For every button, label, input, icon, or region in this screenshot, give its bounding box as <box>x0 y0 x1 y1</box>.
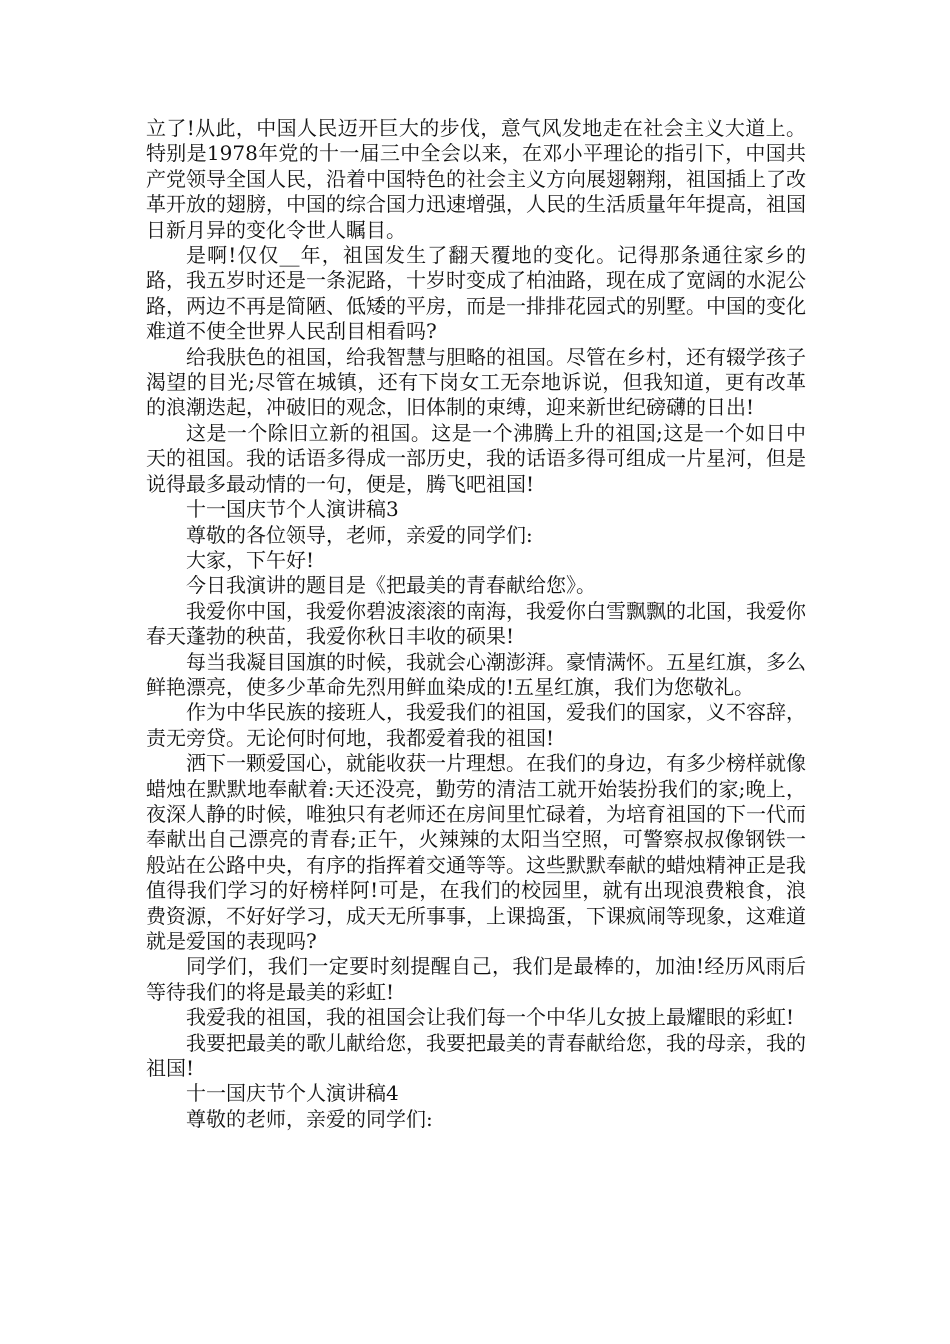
greeting: 尊敬的各位领导，老师，亲爱的同学们: <box>186 522 533 547</box>
paragraph: 给我肤色的祖国，给我智慧与胆略的祖国。尽管在乡村，还有辍学孩子渴望的目光;尽管在城镇，还有下岗女工无奈地诉说，但我知道，更有改革的浪潮迭起，冲破旧的观念，旧体制的束缚，迎来新世纪磅礴的日出! <box>146 344 806 420</box>
paragraph: 洒下一颗爱国心，就能收获一片理想。在我们的身边，有多少榜样就像蜡烛在默默地奉献着:天还没亮，勤劳的清洁工就开始装扮我们的家;晚上，夜深人静的时候，唯独只有老师还在房间里忙碌着，为培育祖国的下一代而奉献出自己漂亮的青春;正午，火辣辣的太阳当空照，可警察叔叔像钢铁一般站在公路中央，有序的指挥着交通等等。这些默默奉献的蜡烛精神正是我值得我们学习的好榜样阿!可是，在我们的校园里，就有出现浪费粮食，浪费资源，不好好学习，成天无所事事，上课捣蛋，下课疯闹等现象，这难道就是爱国的表现吗? <box>146 751 806 953</box>
salutation: 大家，下午好! <box>186 547 315 572</box>
speech-title-4: 十一国庆节个人演讲稿4 <box>186 1081 399 1106</box>
paragraph: 作为中华民族的接班人，我爱我们的祖国，爱我们的国家，义不容辞，责无旁贷。无论何时何地，我都爱着我的祖国! <box>146 700 806 750</box>
speech-title-3: 十一国庆节个人演讲稿3 <box>186 497 399 522</box>
greeting: 尊敬的老师，亲爱的同学们: <box>186 1106 433 1131</box>
paragraph: 是啊!仅仅__年，祖国发生了翻天覆地的变化。记得那条通往家乡的路，我五岁时还是一条泥路，十岁时变成了柏油路，现在成了宽阔的水泥公路，两边不再是简陋、低矮的平房，而是一排排花园式的别墅。中国的变化难道不使全世界人民刮目相看吗? <box>146 243 806 344</box>
paragraph: 我要把最美的歌儿献给您，我要把最美的青春献给您，我的母亲，我的祖国! <box>146 1030 806 1081</box>
paragraph: 我爱我的祖国，我的祖国会让我们每一个中华儿女披上最耀眼的彩虹! <box>186 1005 795 1030</box>
speech-topic: 今日我演讲的题目是《把最美的青春献给您》。 <box>186 573 596 598</box>
paragraph-continuation: 立了!从此，中国人民迈开巨大的步伐，意气风发地走在社会主义大道上。特别是1978年党的十一届三中全会以来，在邓小平理论的指引下，中国共产党领导全国人民，沿着中国特色的社会主义方向展翅翱翔，祖国插上了改革开放的翅膀，中国的综合国力迅速增强，人民的生活质量年年提高，祖国日新月异的变化令世人瞩目。 <box>146 116 806 242</box>
paragraph: 同学们，我们一定要时刻提醒自己，我们是最棒的，加油!经历风雨后等待我们的将是最美的彩虹! <box>146 954 806 1004</box>
paragraph: 我爱你中国，我爱你碧波滚滚的南海，我爱你白雪飘飘的北国，我爱你春天蓬勃的秧苗，我爱你秋日丰收的硕果! <box>146 598 806 649</box>
document-body <box>146 116 806 1132</box>
paragraph: 每当我凝目国旗的时候，我就会心潮澎湃。豪情满怀。五星红旗，多么鲜艳漂亮，使多少革命先烈用鲜血染成的!五星红旗，我们为您敬礼。 <box>146 649 806 699</box>
paragraph: 这是一个除旧立新的祖国。这是一个沸腾上升的祖国;这是一个如日中天的祖国。我的话语多得成一部历史，我的话语多得可组成一片星河，但是说得最多最动情的一句，便是，腾飞吧祖国! <box>146 420 806 496</box>
